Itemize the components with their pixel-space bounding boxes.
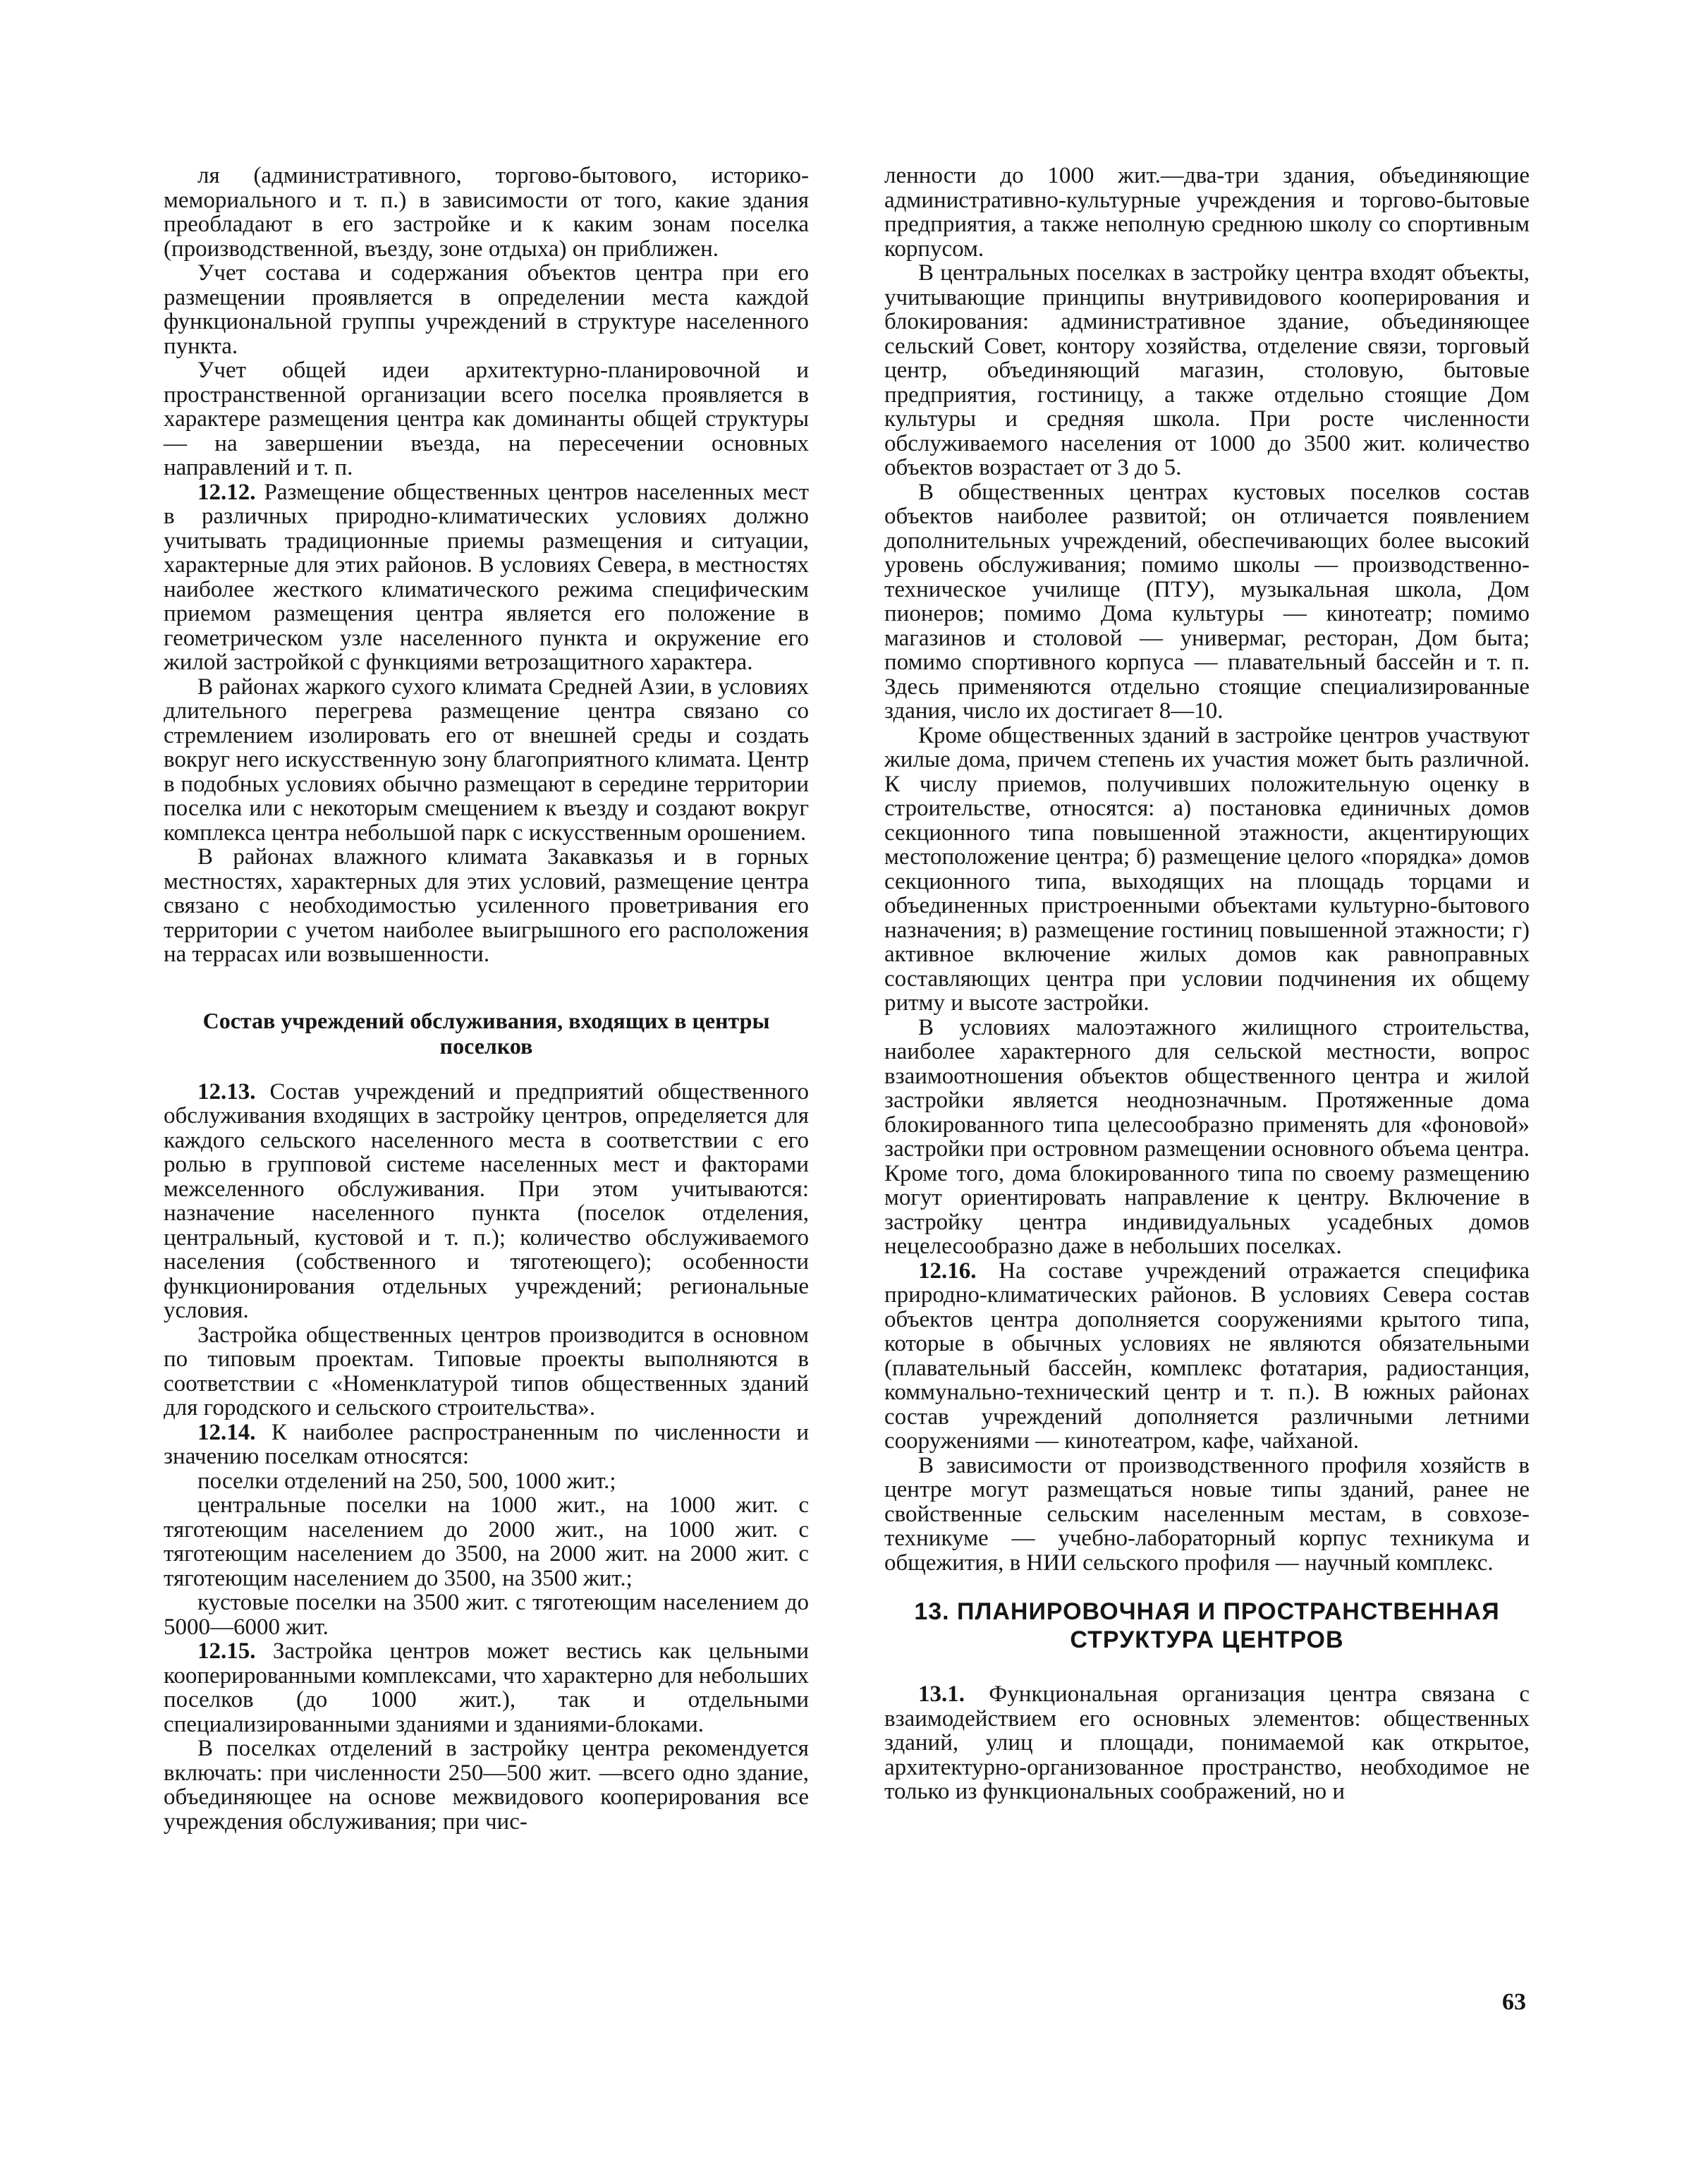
paragraph-text: В условиях малоэтажного жилищного строительства, наиболее характерного для сельской местности, вопрос взаимоотношения объектов общественного центра и жилой застройки является неоднозначным. Протяженные дома блокированного типа целесообразно применять для «фоновой» застройки при островном размещении основного объема центра. Кроме того, дома блокированного типа по своему размещению могут ориентировать направление к центру. Включение в застройку центра индивидуальных усадебных домов нецелесообразно даже в небольших поселках. bbox=[884, 1014, 1530, 1259]
paragraph bbox=[164, 261, 809, 358]
section-number: 12.12. bbox=[197, 479, 256, 505]
paragraph bbox=[164, 480, 809, 675]
paragraph bbox=[884, 1682, 1530, 1804]
left-column-paragraphs-2 bbox=[164, 1080, 809, 1835]
paragraph bbox=[164, 1080, 809, 1323]
paragraph-text: Кроме общественных зданий в застройке центров участвуют жилые дома, причем степень их участия может быть различной. К числу приемов, получивших положительную оценку в строительстве, относятся: а) постановка единичных домов секционного типа повышенной этажности, акцентирующих местоположение центра; б) размещение целого «порядка» домов секционного типа, выходящих на площадь торцами и объединенных пристроенными объектами культурно-бытового назначения; в) размещение гостиниц повышенной этажности; г) активное включение жилых домов как равноправных составляющих центра при условии подчинения их общему ритму и высоте застройки. bbox=[884, 722, 1530, 1016]
paragraph-text: Учет состава и содержания объектов центра при его размещении проявляется в определении места каждой функциональной группы учреждений в структуре населенного пункта. bbox=[164, 260, 809, 359]
paragraph-text: Функциональная организация центра связана с взаимодействием его основных элементов: общественных зданий, улиц и площади, понимаемой как открытое, архитектурно-организованное пространство, необходимое не только из функциональных соображений, но и bbox=[884, 1681, 1530, 1804]
section-number: 12.15. bbox=[197, 1638, 256, 1664]
subheading: Состав учреждений обслуживания, входящих в центры поселков bbox=[202, 1007, 770, 1059]
section-number: 12.16. bbox=[918, 1258, 977, 1284]
paragraph bbox=[164, 1323, 809, 1420]
section-number: 12.14. bbox=[197, 1419, 256, 1445]
paragraph bbox=[164, 1469, 809, 1494]
section-heading bbox=[884, 1598, 1530, 1654]
paragraph bbox=[884, 164, 1530, 261]
paragraph-text: Застройка общественных центров производится в основном по типовым проектам. Типовые проекты выполняются в соответствии с «Номенклатурой типов общественных зданий для городского и сельского строительства». bbox=[164, 1322, 809, 1420]
paragraph bbox=[164, 164, 809, 261]
paragraph bbox=[164, 675, 809, 846]
paragraph-text: На составе учреждений отражается специфика природно-климатических районов. В условиях Севера состав объектов центра дополняется сооружениями крытого типа, которые в обычных условиях не являются обязательными (плавательный бассейн, комплекс фотатария, радиостанция, коммунально-технический центр и т. п.). В южных районах состав учреждений дополняется различными летними сооружениями — кинотеатром, кафе, чайханой. bbox=[884, 1258, 1530, 1454]
paragraph-text: Размещение общественных центров населенных мест в различных природно-климатических условиях должно учитывать традиционные приемы размещения и ситуации, характерные для этих районов. В условиях Севера, в местностях наиболее жесткого климатического режима специфическим приемом размещения центра является его положение в геометрическом узле населенного пункта и окружение его жилой застройкой с функциями ветрозащитного характера. bbox=[164, 479, 810, 675]
page-number: 63 bbox=[1502, 1989, 1526, 2015]
paragraph-text: Застройка центров может вестись как цельными кооперированными комплексами, что характерно для небольших поселков (до 1000 жит.), так и отдельными специализированными зданиями и зданиями-блоками. bbox=[164, 1638, 809, 1737]
paragraph bbox=[164, 1590, 809, 1639]
paragraph bbox=[884, 724, 1530, 1016]
paragraph-text: В районах жаркого сухого климата Средней Азии, в условиях длительного перегрева размещение центра связано со стремлением изолировать его от внешней среды и создать вокруг него искусственную зону благоприятного климата. Центр в подобных условиях обычно размещают в середине территории поселка или с некоторым смещением к въезду и создают вокруг комплекса центра небольшой парк с искусственным орошением. bbox=[164, 674, 809, 846]
paragraph bbox=[884, 1016, 1530, 1259]
paragraph-text: ленности до 1000 жит.—два-три здания, объединяющие административно-культурные учреждения и торгово-бытовые предприятия, а также неполную среднюю школу со спортивным корпусом. bbox=[884, 163, 1530, 262]
paragraph bbox=[164, 1736, 809, 1834]
left-column bbox=[164, 164, 809, 1834]
paragraph bbox=[164, 845, 809, 967]
paragraph-text: кустовые поселки на 3500 жит. с тяготеющим населением до 5000—6000 жит. bbox=[164, 1590, 809, 1640]
paragraph-text: Учет общей идеи архитектурно-планировочной и пространственной организации всего поселка проявляется в характере размещения центра как доминанты общей структуры — на завершении въезда, на пересечении основных направлений и т. п. bbox=[164, 358, 809, 480]
paragraph-text: В поселках отделений в застройку центра рекомендуется включать: при численности 250—500 жит. —всего одно здание, объединяющее на основе межвидового кооперирования все учреждения обслуживания; при чис- bbox=[164, 1736, 809, 1835]
paragraph bbox=[884, 1454, 1530, 1576]
right-column-paragraphs bbox=[884, 164, 1530, 1575]
right-column bbox=[884, 164, 1530, 1804]
paragraph-text: В общественных центрах кустовых поселков состав объектов наиболее развитой; он отличается появлением дополнительных учреждений, обеспечивающих более высокий уровень обслуживания; помимо школы — производственно-техническое училище (ПТУ), музыкальная школа, Дом пионеров; помимо Дома культуры — кинотеатр; помимо магазинов и столовой — универмаг, ресторан, Дом быта; помимо спортивного корпуса — плавательный бассейн и т. п. Здесь применяются отдельно стоящие специализированные здания, число их достигает 8—10. bbox=[884, 479, 1530, 724]
paragraph-text: К наиболее распространенным по численности и значению поселкам относятся: bbox=[164, 1419, 809, 1469]
section-heading-line1: 13. ПЛАНИРОВОЧНАЯ И ПРОСТРАНСТВЕННАЯ bbox=[914, 1598, 1500, 1625]
paragraph-text: Состав учреждений и предприятий общественного обслуживания входящих в застройку центров, определяется для каждого сельского населенного места в соответствии с его ролью в групповой системе населенных мест и факторами межселенного обслуживания. При этом учитываются: назначение населенного пункта (поселок отделения, центральный, кустовой и т. п.); количество обслуживаемого населения (собственного и тяготеющего); особенности функционирования отдельных учреждений; региональные условия. bbox=[164, 1078, 809, 1323]
paragraph-text: поселки отделений на 250, 500, 1000 жит.; bbox=[197, 1468, 616, 1494]
section-number: 13.1. bbox=[918, 1681, 965, 1707]
paragraph bbox=[884, 480, 1530, 724]
paragraph-text: В районах влажного климата Закавказья и в горных местностях, характерных для этих условий, размещение центра связано с необходимостью усиленного проветривания его территории с учетом наиболее выигрышного его расположения на террасах или возвышенности. bbox=[164, 844, 809, 967]
paragraph-text: В зависимости от производственного профиля хозяйств в центре могут размещаться новые типы зданий, ранее не свойственные сельским населенным местам, в совхозе-техникуме — учебно-лабораторный корпус техникума и общежития, в НИИ сельского профиля — научный комплекс. bbox=[884, 1452, 1530, 1576]
paragraph bbox=[164, 1420, 809, 1469]
paragraph bbox=[164, 1493, 809, 1590]
paragraph-text: центральные поселки на 1000 жит., на 1000 жит. с тяготеющим населением до 2000 жит., на 1000 жит. с тяготеющим населением до 3500, на 2000 жит. на 2000 жит. с тяготеющим населением до 3500, на 3500 жит.; bbox=[164, 1492, 809, 1591]
paragraph bbox=[884, 1259, 1530, 1454]
paragraph-text: В центральных поселках в застройку центра входят объекты, учитывающие принципы внутривидового кооперирования и блокирования: административное здание, объединяющее сельский Совет, контору хозяйства, отделение связи, торговый центр, объединяющий магазин, столовую, бытовые предприятия, гостиницу, а также отдельно стоящие Дом культуры и средняя школа. При росте численности обслуживаемого населения от 1000 до 3500 жит. количество объектов возрастает от 3 до 5. bbox=[884, 260, 1530, 480]
section-number: 12.13. bbox=[197, 1078, 256, 1105]
left-column-paragraphs bbox=[164, 164, 809, 967]
paragraph-text: ля (административного, торгово-бытового, историко-мемориального и т. п.) в зависимости от того, какие здания преобладают в его застройке и к каким зонам поселка (производственной, въезду, зоне отдыха) он приближен. bbox=[164, 163, 809, 262]
paragraph bbox=[164, 1639, 809, 1736]
section-heading-line2: СТРУКТУРА ЦЕНТРОВ bbox=[1070, 1626, 1344, 1653]
paragraph bbox=[164, 358, 809, 480]
paragraph bbox=[884, 261, 1530, 480]
right-column-paragraphs-2 bbox=[884, 1682, 1530, 1804]
